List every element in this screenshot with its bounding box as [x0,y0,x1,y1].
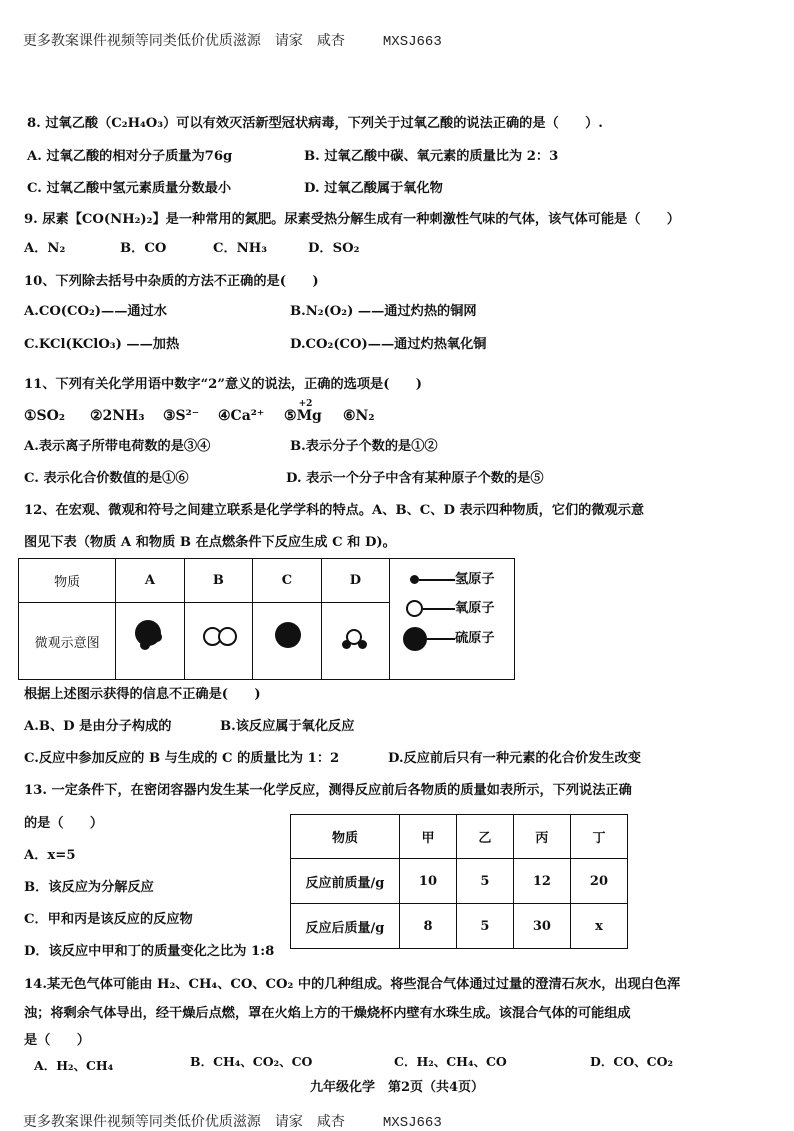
q12-table-header-a: A [116,559,184,603]
molecule-a-hydrogen-atom [152,632,162,642]
q12-option-b: B.该反应属于氧化反应 [220,719,355,734]
q11-option-d: D. 表示一个分子中含有某种原子个数的是⑤ [286,471,544,486]
q12-table-header-d: D [321,559,389,603]
header-text: 更多教案课件视频等同类低价优质滋源 请家 咸杏 [22,33,345,49]
q11-item-3: ③S²⁻ [163,408,200,424]
q12-stem-line1: 12、在宏观、微观和符号之间建立联系是化学学科的特点。A、B、C、D 表示四种物质，它们的微观示意 [24,503,645,518]
q13-table-cell: 5 [456,859,513,904]
q13-table-cell: 10 [399,859,456,904]
q13-table-header-substance: 物质 [291,815,400,859]
legend-sulfur-label: 硫原子 [455,631,495,646]
q10-option-d: D.CO₂(CO)——通过灼热氧化铜 [290,337,487,352]
q13-option-d: D．该反应中甲和丁的质量变化之比为 1:8 [24,944,275,959]
q12-stem-line2: 图见下表（物质 A 和物质 B 在点燃条件下反应生成 C 和 D)。 [24,535,396,550]
molecule-a-hydrogen-atom [140,640,150,650]
q13-option-a: A．x=5 [24,848,76,863]
q10-option-c: C.KCl(KClO₃) ——加热 [24,337,180,352]
q13-table [290,814,628,949]
q12-question: 根据上述图示获得的信息不正确是( ) [24,687,261,702]
molecule-d-hydrogen-atom [342,640,351,649]
molecule-d-hydrogen-atom [358,640,367,649]
q11-option-b: B.表示分子个数的是①② [290,439,438,454]
molecule-c-sulfur-atom [275,622,301,648]
q12-table-header-c: C [253,559,321,603]
q9-option-c: C．NH₃ [213,241,267,256]
legend-oxygen-label: 氧原子 [455,601,495,616]
q14-stem-line2: 浊；将剩余气体导出，经干燥后点燃，罩在火焰上方的干燥烧杯内壁有水珠生成。该混合气体的可能组成 [24,1006,631,1021]
q9-option-b: B．CO [120,241,167,256]
q12-legend-cell [390,559,515,680]
legend-line [423,608,455,610]
q14-stem-line3: 是（ ） [24,1033,90,1048]
q13-table-header-bing: 丙 [513,815,570,859]
q12-option-d: D.反应前后只有一种元素的化合价发生改变 [388,751,641,766]
molecule-b-oxygen-atom [218,627,237,646]
q12-option-c: C.反应中参加反应的 B 与生成的 C 的质量比为 1：2 [24,751,340,766]
q14-stem-line1: 14.某无色气体可能由 H₂、CH₄、CO、CO₂ 中的几种组成。将些混合气体通过过量的澄清石灰水，出现白色浑 [24,977,681,992]
q12-option-a: A.B、D 是由分子构成的 [24,719,172,734]
legend-hydrogen-label: 氢原子 [455,572,495,587]
legend-sulfur-icon [403,627,427,651]
q11-option-a: A.表示离子所带电荷数的是③④ [24,439,211,454]
legend-line [427,638,455,640]
q11-mg [296,399,322,425]
q8-option-c: C. 过氧乙酸中氢元素质量分数最小 [27,181,232,196]
q13-table-cell: x [570,904,627,949]
q14-option-d: D．CO、CO₂ [590,1054,673,1069]
q11-stem: 11、下列有关化学用语中数字“2”意义的说法，正确的选项是( ) [24,377,423,392]
q13-stem-line2: 的是（ ） [24,816,104,831]
q13-table-cell: 20 [570,859,627,904]
q13-table-header-yi: 乙 [456,815,513,859]
q13-option-c: C．甲和丙是该反应的反应物 [24,912,193,927]
q12-table-row-label: 微观示意图 [19,603,116,680]
q10-option-a: A.CO(CO₂)——通过水 [24,304,167,319]
q13-table-row-after-label: 反应后质量/g [291,904,400,949]
legend-hydrogen-icon [410,575,419,584]
page-number: 九年级化学 第2页（共4页） [309,1080,485,1095]
q13-table-cell: 30 [513,904,570,949]
legend-line [419,579,455,581]
q12-table [18,558,515,680]
q11-mg-symbol: Mg [296,408,322,424]
q8-option-d: D. 过氧乙酸属于氧化物 [304,181,443,196]
q12-table-header-b: B [184,559,252,603]
q14-option-b: B．CH₄、CO₂、CO [190,1054,313,1069]
q14-option-c: C．H₂、CH₄、CO [394,1054,507,1069]
page-footer [14,1095,442,1131]
q11-mg-charge: +2 [298,399,313,409]
footer-text: 更多教案课件视频等同类低价优质滋源 请家 咸杏 [22,1114,345,1130]
q13-option-b: B．该反应为分解反应 [24,880,154,895]
q10-stem: 10、下列除去括号中杂质的方法不正确的是( ) [24,274,319,289]
q9-option-d: D．SO₂ [308,241,360,256]
q11-item-5 [284,399,322,425]
q14-option-a: A．H₂、CH₄ [34,1058,114,1073]
q11-item-1: ①SO₂ [24,408,65,424]
footer-code: MXSJ663 [382,1115,442,1131]
q8-option-b: B. 过氧乙酸中碳、氧元素的质量比为 2：3 [304,149,559,164]
q8-stem: 8. 过氧乙酸（C₂H₄O₃）可以有效灭活新型冠状病毒，下列关于过氧乙酸的说法正确的是（ ）. [27,116,603,131]
q9-stem: 9. 尿素【CO(NH₂)₂】是一种常用的氮肥。尿素受热分解生成有一种刺激性气味的气体，该气体可能是（ ） [24,212,680,227]
page-header [14,14,442,50]
q9-option-a: A．N₂ [24,241,66,256]
q12-table-header-substance: 物质 [19,559,116,603]
q11-item-6: ⑥N₂ [343,408,375,424]
q11-item-5-number: ⑤ [284,408,297,424]
q11-option-c: C. 表示化合价数值的是①⑥ [24,471,189,486]
q13-stem-line1: 13. 一定条件下，在密闭容器内发生某一化学反应，测得反应前后各物质的质量如表所示，下列说法正确 [24,783,632,798]
q13-table-cell: 5 [456,904,513,949]
q13-table-header-ding: 丁 [570,815,627,859]
legend-oxygen-icon [406,600,423,617]
q13-table-header-jia: 甲 [399,815,456,859]
q10-option-b: B.N₂(O₂) ——通过灼热的铜网 [290,304,477,319]
q13-table-row-before-label: 反应前质量/g [291,859,400,904]
q13-table-cell: 12 [513,859,570,904]
q13-table-cell: 8 [399,904,456,949]
q8-option-a: A. 过氧乙酸的相对分子质量为76g [27,149,233,164]
q11-item-4: ④Ca²⁺ [218,408,265,424]
header-code: MXSJ663 [382,34,442,50]
q11-item-2: ②2NH₃ [90,408,145,424]
